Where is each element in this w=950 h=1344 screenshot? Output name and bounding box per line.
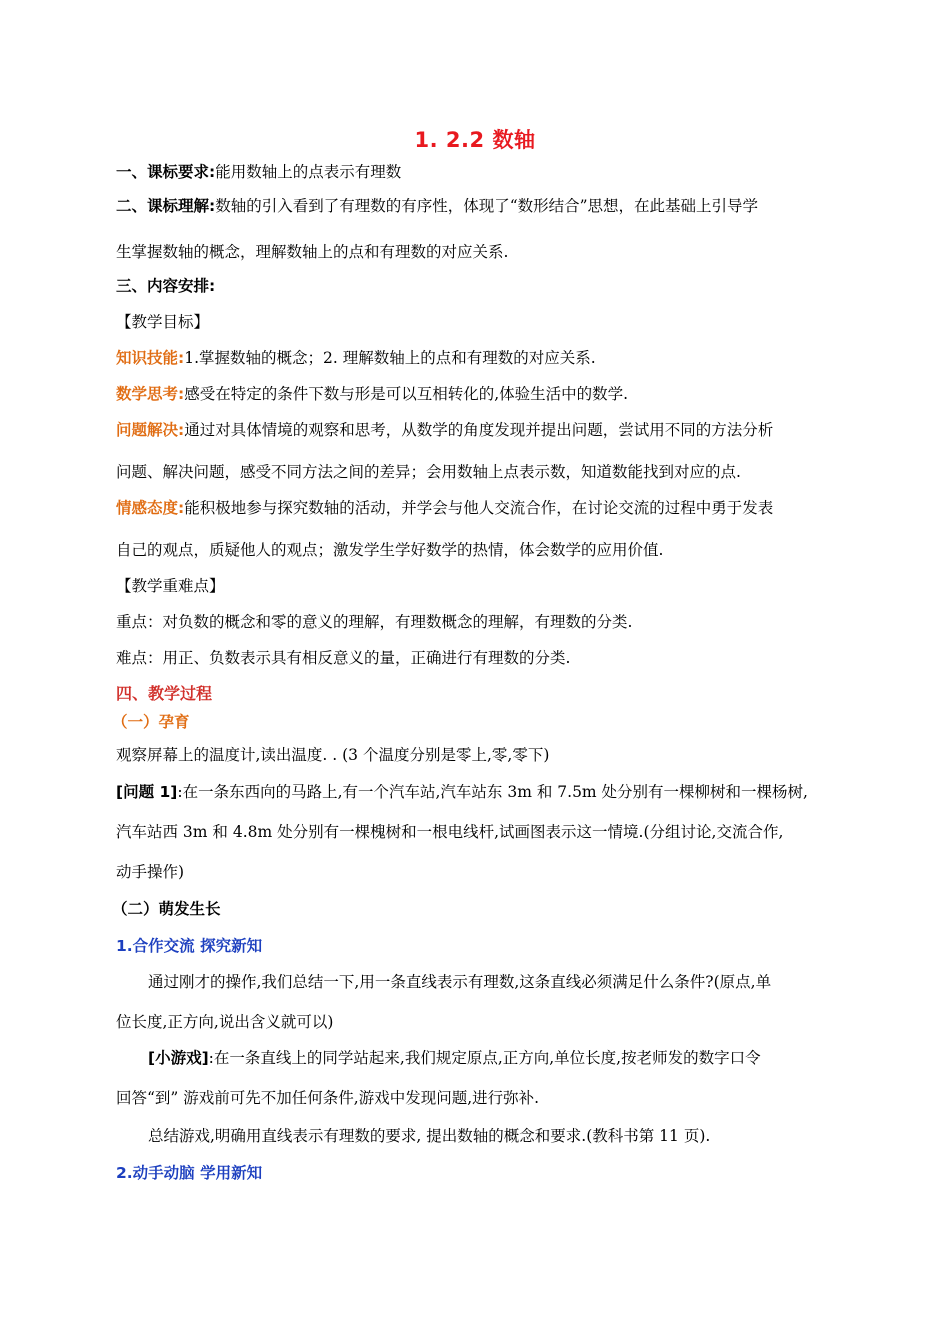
question-1-line-2: 汽车站西 3m 和 4.8m 处分别有一棵槐树和一根电线杆,试画图表示这一情境.(分组讨论,交流合作, <box>116 823 784 841</box>
sub-1-label: 1.合作交流 探究新知 <box>116 937 263 955</box>
section-3-label: 三、内容安排: <box>116 277 216 295</box>
attitude-line-1 <box>116 498 773 518</box>
section-1 <box>116 162 401 182</box>
summary-text: 总结游戏,明确用直线表示有理数的要求, 提出数轴的概念和要求.(教科书第 11 页). <box>148 1127 711 1145</box>
section-1-label: 一、课标要求: <box>116 163 216 181</box>
part-1-label: （一）孕育 <box>112 713 190 731</box>
question-1-label: [问题 1] <box>116 783 178 801</box>
question-1-line-3: 动手操作) <box>116 863 185 881</box>
section-2-line-2: 生掌握数轴的概念，理解数轴上的点和有理数的对应关系. <box>116 243 509 261</box>
key-points-header: 【教学重难点】 <box>116 577 225 595</box>
problem-solving-text-1: 通过对具体情境的观察和思考，从数学的角度发现并提出问题，尝试用不同的方法分析 <box>184 421 774 439</box>
skills-line <box>116 348 596 368</box>
p1-line-2: 位长度,正方向,说出含义就可以) <box>116 1013 334 1031</box>
game-label: [小游戏] <box>148 1049 209 1067</box>
section-2-text-1: 数轴的引入看到了有理数的有序性，体现了“数形结合”思想，在此基础上引导学 <box>215 197 759 215</box>
skills-text: 1.掌握数轴的概念；2. 理解数轴上的点和有理数的对应关系. <box>184 349 596 367</box>
goals-header: 【教学目标】 <box>116 313 210 331</box>
observe-text: 观察屏幕上的温度计,读出温度. . (3 个温度分别是零上,零,零下) <box>116 746 550 764</box>
problem-solving-line-2: 问题、解决问题，感受不同方法之间的差异；会用数轴上点表示数，知道数能找到对应的点. <box>116 463 741 481</box>
attitude-line-2: 自己的观点，质疑他人的观点；激发学生学好数学的热情，体会数学的应用价值. <box>116 541 664 559</box>
math-thinking-text: 感受在特定的条件下数与形是可以互相转化的,体验生活中的数学. <box>184 385 629 403</box>
difficult-point: 难点：用正、负数表示具有相反意义的量，正确进行有理数的分类. <box>116 649 571 667</box>
math-thinking-label: 数学思考: <box>116 385 185 403</box>
question-1-line-1 <box>116 782 808 802</box>
key-point: 重点：对负数的概念和零的意义的理解，有理数概念的理解，有理数的分类. <box>116 613 633 631</box>
section-2-label: 二、课标理解: <box>116 197 216 215</box>
math-thinking-line <box>116 384 628 404</box>
sub-2-label: 2.动手动脑 学用新知 <box>116 1164 263 1182</box>
page-title: 1. 2.2 数轴 <box>414 128 536 152</box>
skills-label: 知识技能: <box>116 349 185 367</box>
part-2-label: （二）萌发生长 <box>112 900 221 918</box>
p1-line-1: 通过刚才的操作,我们总结一下,用一条直线表示有理数,这条直线必须满足什么条件?(原点,单 <box>148 973 772 991</box>
section-4-label: 四、教学过程 <box>116 684 213 703</box>
attitude-text-1: 能积极地参与探究数轴的活动，并学会与他人交流合作，在讨论交流的过程中勇于发表 <box>184 499 774 517</box>
question-1-text-1: :在一条东西向的马路上,有一个汽车站,汽车站东 3m 和 7.5m 处分别有一棵柳树和一棵杨树, <box>177 783 808 801</box>
game-line-2: 回答“到” 游戏前可先不加任何条件,游戏中发现问题,进行弥补. <box>116 1089 540 1107</box>
section-2-line-1 <box>116 196 758 216</box>
problem-solving-label: 问题解决: <box>116 421 185 439</box>
section-1-text: 能用数轴上的点表示有理数 <box>215 163 402 181</box>
attitude-label: 情感态度: <box>116 499 185 517</box>
game-text-1: :在一条直线上的同学站起来,我们规定原点,正方向,单位长度,按老师发的数字口令 <box>208 1049 761 1067</box>
game-line-1 <box>148 1048 761 1068</box>
problem-solving-line-1 <box>116 420 773 440</box>
